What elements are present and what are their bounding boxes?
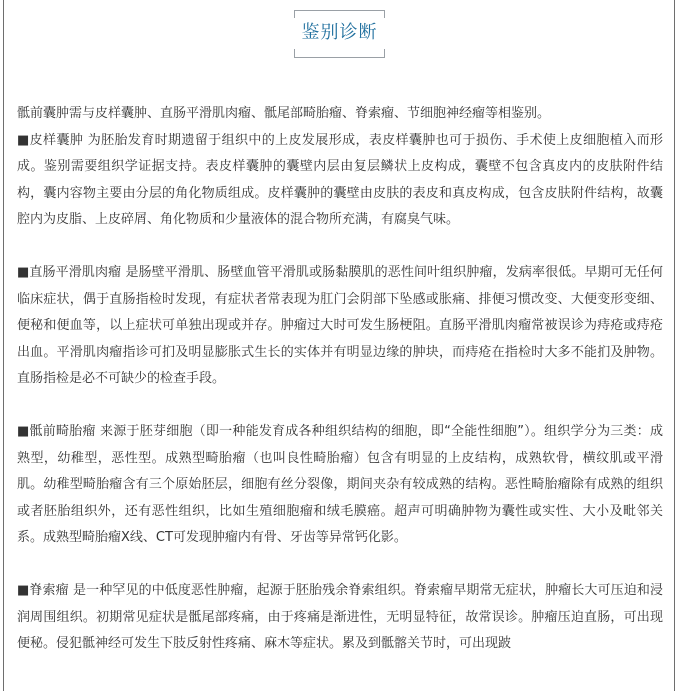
title-top-rule: [294, 10, 385, 11]
section-lead: ■直肠平滑肌肉瘤: [17, 265, 122, 280]
section-text: 是一种罕见的中低度恶性肿瘤，起源于胚胎残余脊索组织。脊索瘤早期常无症状，肿瘤长大可压迫和浸润周围组织。初期常见症状是骶尾部疼痛，由于疼痛是渐进性，无明显特征，故常误诊。肿瘤压迫直肠，可出现便秘。侵犯骶神经可发生下肢反射性疼痛、麻木等症状。累及到骶髂关节时，可出现跛: [17, 583, 663, 651]
section-text: 是肠壁平滑肌、肠壁血管平滑肌或肠黏膜肌的恶性间叶组织肿瘤，发病率很低。早期可无任何临床症状，偶于直肠指检时发现，有症状者常表现为肛门会阴部下坠感或胀痛、排便习惯改变、大便变形变细、便秘和便血等，以上症状可单独出现或并存。肿瘤过大时可发生肠梗阻。直肠平滑肌肉瘤常被误诊为痔疮或痔疮出血。平滑肌肉瘤指诊可扪及明显膨胀式生长的实体并有明显边缘的肿块，而痔疮在指检时大多不能扪及肿物。直肠指检是必不可缺少的检查手段。: [17, 265, 663, 386]
title-corner-tick: [294, 10, 295, 18]
intro-paragraph: 骶前囊肿需与皮样囊肿、直肠平滑肌肉瘤、骶尾部畸胎瘤、脊索瘤、节细胞神经瘤等相鉴别。: [17, 106, 551, 121]
title-corner-tick: [384, 10, 385, 18]
section-paragraph-rectal-leiomyosarcoma: [17, 260, 663, 393]
section-paragraph-presacral-teratoma: [17, 419, 663, 552]
page-left-border: [3, 0, 4, 691]
title-corner-tick: [384, 49, 385, 57]
section-lead: ■皮样囊肿: [17, 132, 84, 148]
section-text: 为胚胎发育时期遗留于组织中的上皮发展形成，表皮样囊肿也可于损伤、手术使上皮细胞植入而形成。鉴别需要组织学证据支持。表皮样囊肿的囊壁内层由复层鳞状上皮构成，囊壁不包含真皮内的皮肤附件结构，囊内容物主要由分层的角化物质组成。皮样囊肿的囊壁由皮肤的表皮和真皮构成，包含皮肤附件结构，故囊腔内为皮脂、上皮碎屑、角化物质和少量液体的混合物所充满，有腐臭气味。: [17, 132, 663, 227]
article-body: [17, 101, 663, 684]
section-text: 来源于胚芽细胞（即一种能发育成各种组织结构的细胞，即“全能性细胞”）。组织学分为三类：成熟型，幼稚型，恶性型。成熟型畸胎瘤（也叫良性畸胎瘤）包含有明显的上皮结构，成熟软骨，横纹肌或平滑肌。幼稚型畸胎瘤含有三个原始胚层，细胞有丝分裂像，期间夹杂有较成熟的结构。恶性畸胎瘤除有成熟的组织或者胚胎组织外，还有恶性组织，比如生殖细胞瘤和绒毛膜癌。超声可明确肿物为囊性或实性、大小及毗邻关系。成熟型畸胎瘤X线、CT可发现肿瘤内有骨、牙齿等异常钙化影。: [17, 424, 663, 545]
title-corner-tick: [294, 49, 295, 57]
section-title-box: [294, 10, 385, 58]
section-lead: ■骶前畸胎瘤: [17, 424, 96, 439]
page-title: 鉴别诊断: [301, 22, 378, 43]
section-lead: ■脊索瘤: [17, 583, 69, 598]
section-paragraph-dermoid-cyst: [17, 128, 663, 234]
page-right-border: [674, 0, 675, 691]
section-paragraph-chordoma: [17, 578, 663, 658]
